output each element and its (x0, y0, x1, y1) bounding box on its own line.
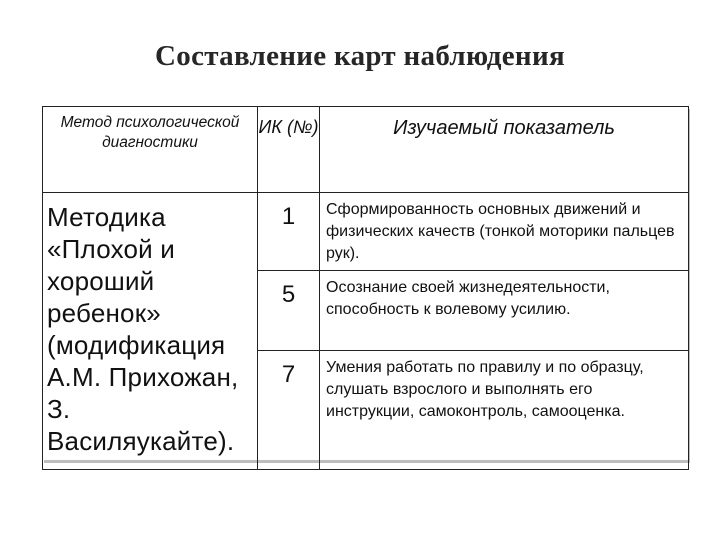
header-ik: ИК (№) (258, 107, 320, 193)
ik-cell: 7 (258, 351, 320, 470)
page-title: Составление карт наблюдения (155, 40, 565, 72)
header-method: Метод психологической диагностики (43, 107, 258, 193)
observation-table-container (42, 106, 688, 460)
indicator-cell: Осознание своей жизнедеятельности, способность к волевому усилию. (320, 271, 689, 351)
table-header-row (43, 107, 689, 193)
observation-table (42, 106, 689, 470)
ik-cell: 1 (258, 193, 320, 271)
table-row (43, 193, 689, 271)
method-cell: Методика «Плохой и хороший ребенок» (модификация А.М. Прихожан, З. Василяукайте). (43, 193, 258, 470)
header-indicator: Изучаемый показатель (320, 107, 689, 193)
indicator-cell: Сформированность основных движений и физических качеств (тонкой моторики пальцев рук). (320, 193, 689, 271)
indicator-cell: Умения работать по правилу и по образцу, слушать взрослого и выполнять его инструкции, самоконтроль, самооценка. (320, 351, 689, 470)
ik-cell: 5 (258, 271, 320, 351)
